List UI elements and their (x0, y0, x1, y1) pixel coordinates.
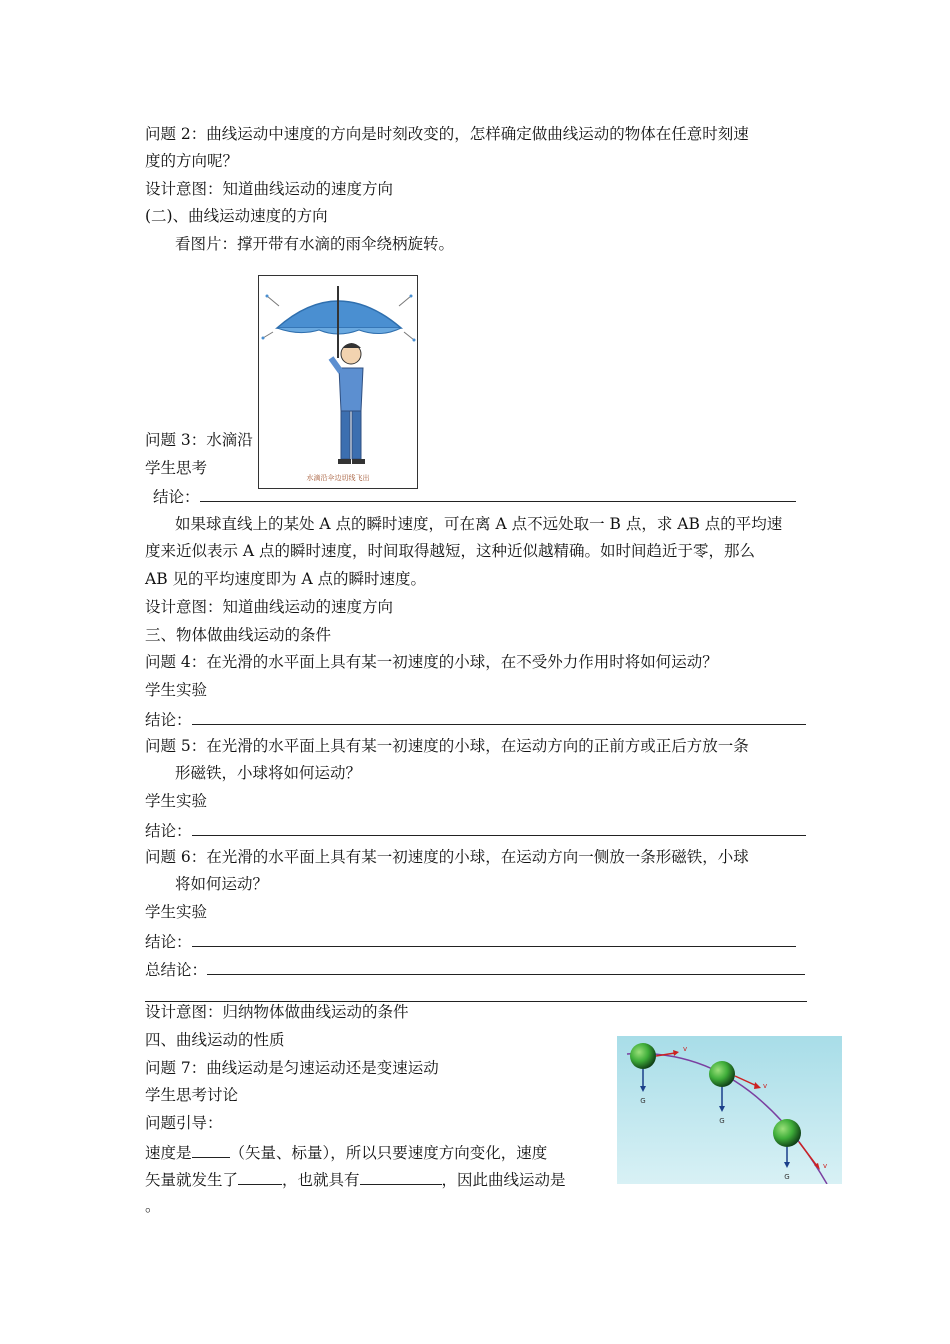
conclusion-blank[interactable] (192, 930, 796, 947)
conclusion-blank[interactable] (192, 708, 806, 725)
student-experiment-3: 学生实验 (145, 903, 208, 921)
conclusion-blank[interactable] (192, 819, 806, 836)
student-discuss: 学生思考讨论 (145, 1086, 239, 1104)
total-conclusion-label: 总结论： (145, 961, 208, 979)
conclusion-row-2 (145, 708, 806, 730)
velocity-label: v (683, 1045, 688, 1053)
umbrella-figure (258, 275, 418, 489)
fill-text: （矢量、标量），所以只要速度方向变化，速度 (229, 1144, 548, 1162)
q7-text: 问题 7：曲线运动是匀速运动还是变速运动 (145, 1059, 439, 1077)
fill-text: 矢量就发生了 (145, 1171, 239, 1189)
conclusion-row-4 (145, 930, 796, 952)
conclusion-label: 结论： (145, 711, 192, 729)
gravity-label: G (719, 1117, 725, 1125)
fill-text: 速度是 (145, 1144, 192, 1162)
umbrella-caption: 水滴沿伞边切线飞出 (306, 474, 370, 482)
gravity-label: G (784, 1173, 790, 1181)
total-conclusion-row (145, 958, 805, 980)
para-line1: 如果球直线上的某处 A 点的瞬时速度，可在离 A 点不远处取一 B 点，求 AB 点的平均速 (175, 515, 783, 533)
section-4-title: 四、曲线运动的性质 (145, 1031, 285, 1049)
student-think-1: 学生思考 (145, 459, 208, 477)
q6-line2: 将如何运动？ (175, 875, 269, 893)
look-picture-text: 看图片：撑开带有水滴的雨伞绕柄旋转。 (175, 235, 455, 253)
conclusion-row-3 (145, 819, 806, 841)
para-line3: AB 见的平均速度即为 A 点的瞬时速度。 (145, 570, 427, 588)
conclusion-label: 结论： (145, 933, 192, 951)
fill-row-2 (145, 1168, 566, 1190)
para-line2: 度来近似表示 A 点的瞬时速度，时间取得越短，这种近似越精确。如时间趋近于零，那么 (145, 542, 756, 560)
gravity-label: G (640, 1097, 646, 1105)
conclusion-label: 结论： (153, 488, 200, 506)
fill-blank-3[interactable] (360, 1168, 442, 1185)
q4-text: 问题 4：在光滑的水平面上具有某一初速度的小球，在不受外力作用时将如何运动？ (145, 653, 718, 671)
fill-blank-1[interactable] (192, 1141, 230, 1158)
conclusion-row-1 (153, 485, 796, 507)
design-intent-2: 设计意图：知道曲线运动的速度方向 (145, 598, 394, 616)
q5-line1: 问题 5：在光滑的水平面上具有某一初速度的小球，在运动方向的正前方或正后方放一条 (145, 737, 749, 755)
velocity-label: v (763, 1082, 768, 1090)
fill-row-1 (145, 1141, 547, 1163)
q2-line2: 度的方向呢？ (145, 152, 239, 170)
curved-motion-figure (617, 1036, 842, 1184)
student-experiment-2: 学生实验 (145, 792, 208, 810)
velocity-label: v (823, 1162, 828, 1170)
fill-blank-2[interactable] (238, 1168, 282, 1185)
section-2-title: (二)、曲线运动速度的方向 (145, 207, 328, 225)
section-3-title: 三、物体做曲线运动的条件 (145, 626, 332, 644)
guide-label: 问题引导： (145, 1114, 223, 1132)
fill-row-3: 。 (145, 1197, 161, 1215)
q6-line1: 问题 6：在光滑的水平面上具有某一初速度的小球，在运动方向一侧放一条形磁铁，小球 (145, 848, 749, 866)
student-experiment-1: 学生实验 (145, 681, 208, 699)
design-intent-3: 设计意图：归纳物体做曲线运动的条件 (145, 1003, 409, 1021)
conclusion-blank[interactable] (200, 485, 796, 502)
total-conclusion-blank[interactable] (207, 958, 805, 975)
fill-text: ，因此曲线运动是 (441, 1171, 566, 1189)
fill-text: ，也就具有 (282, 1171, 360, 1189)
q5-line2: 形磁铁，小球将如何运动？ (175, 764, 362, 782)
q3-text: 问题 3：水滴沿 (145, 431, 253, 449)
conclusion-label: 结论： (145, 822, 192, 840)
q2-line1: 问题 2：曲线运动中速度的方向是时刻改变的，怎样确定做曲线运动的物体在任意时刻速 (145, 125, 749, 143)
design-intent-1: 设计意图：知道曲线运动的速度方向 (145, 180, 394, 198)
